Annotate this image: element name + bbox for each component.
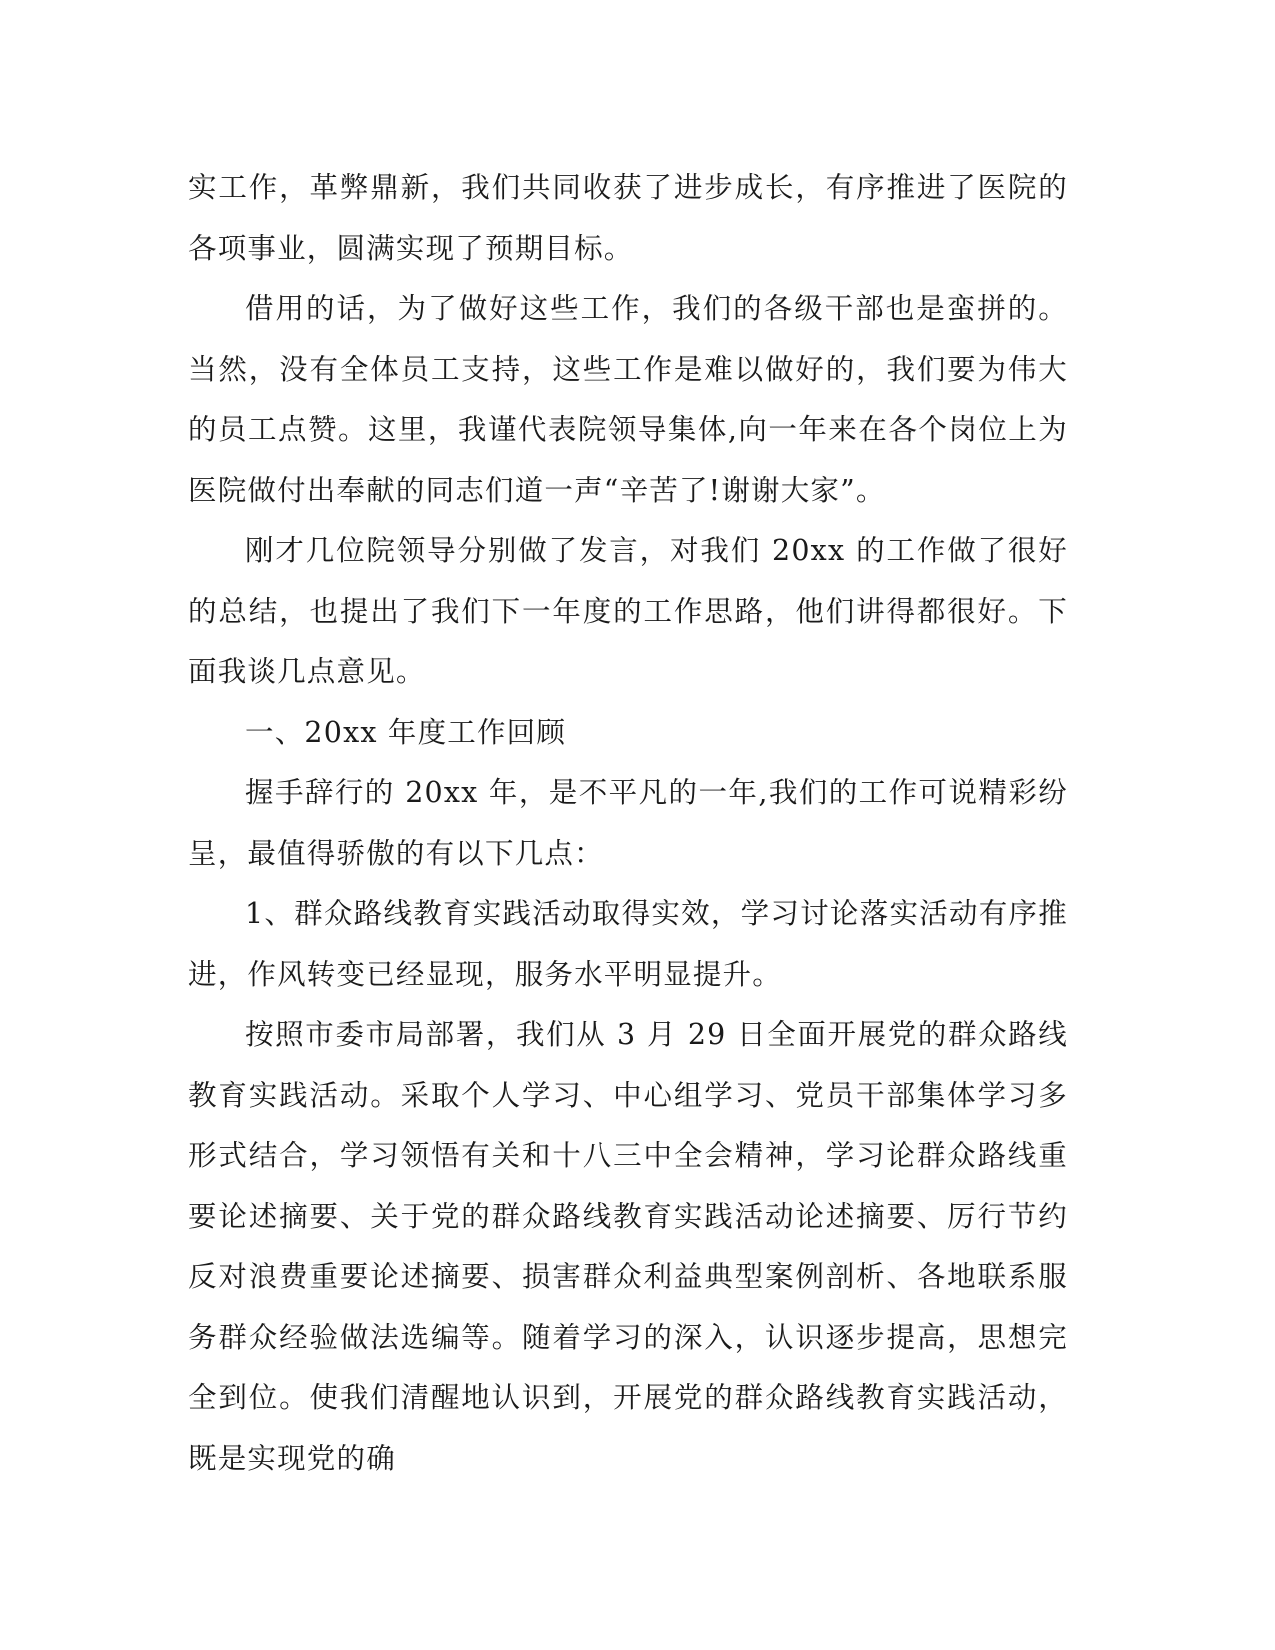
- document-body: [188, 158, 1068, 1489]
- paragraph-activities: 按照市委市局部署，我们从 3 月 29 日全面开展党的群众路线教育实践活动。采取个人学习、中心组学习、党员干部集体学习多形式结合，学习领悟有关和十八三中全会精神，学习论群众路线重要论述摘要、关于党的群众路线教育实践活动论述摘要、厉行节约反对浪费重要论述摘要、损害群众利益典型案例剖析、各地联系服务群众经验做法选编等。随着学习的深入，认识逐步提高，思想完全到位。使我们清醒地认识到，开展党的群众路线教育实践活动，既是实现党的确: [188, 1018, 1068, 1475]
- list-item-1: 1、群众路线教育实践活动取得实效，学习讨论落实活动有序推进，作风转变已经显现，服务水平明显提升。: [188, 897, 1068, 991]
- paragraph-opinions: 刚才几位院领导分别做了发言，对我们 20xx 的工作做了很好的总结，也提出了我们下一年度的工作思路，他们讲得都很好。下面我谈几点意见。: [188, 534, 1068, 688]
- section-heading-review: 一、20xx 年度工作回顾: [245, 715, 567, 749]
- paragraph-year-summary: 握手辞行的 20xx 年，是不平凡的一年,我们的工作可说精彩纷呈，最值得骄傲的有以下几点：: [188, 776, 1068, 870]
- paragraph-continuation: 实工作，革弊鼎新，我们共同收获了进步成长，有序推进了医院的各项事业，圆满实现了预期目标。: [188, 171, 1068, 265]
- paragraph-thanks: 借用的话，为了做好这些工作，我们的各级干部也是蛮拼的。当然，没有全体员工支持，这些工作是难以做好的，我们要为伟大的员工点赞。这里，我谨代表院领导集体,向一年来在各个岗位上为医院做付出奉献的同志们道一声“辛苦了!谢谢大家”。: [188, 292, 1068, 507]
